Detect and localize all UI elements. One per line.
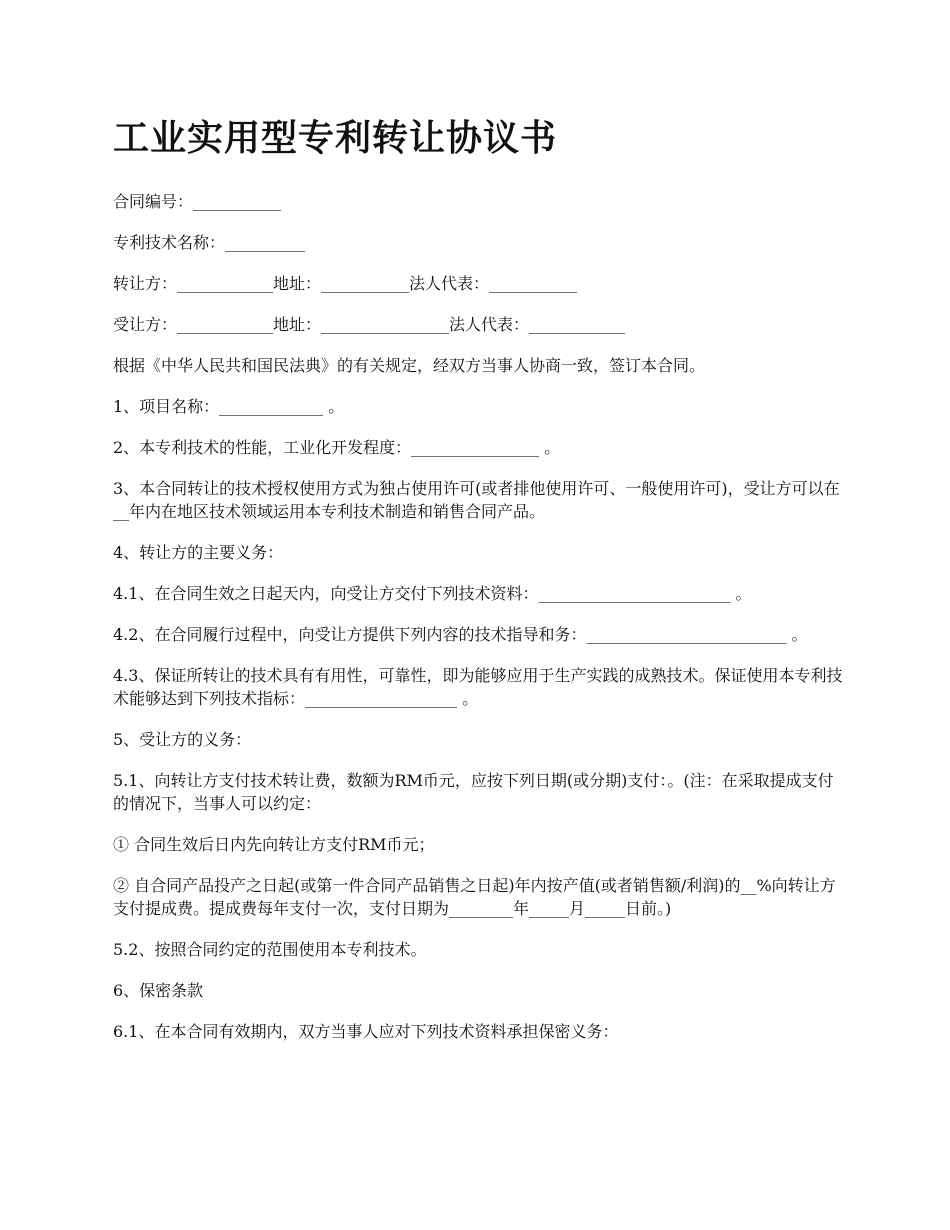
clause-4-3: 4.3、保证所转让的技术具有有用性，可靠性，即为能够应用于生产实践的成熟技术。保证使用本专利技术能够达到下列技术指标：___________________ 。: [113, 666, 843, 708]
clause-4-1: 4.1、在合同生效之日起天内，向受让方交付下列技术资料：________________________ 。: [113, 584, 752, 603]
clause-5-1-option-1: ① 合同生效后日内先向转让方支付RM币元；: [113, 835, 435, 854]
transferor-info: 转让方：____________地址：___________法人代表：___________: [113, 274, 578, 293]
clause-5-2: 5.2、按照合同约定的范围使用本专利技术。: [113, 940, 427, 959]
document-page: [113, 112, 843, 1061]
clause-1: 1、项目名称：_____________ 。: [113, 397, 345, 416]
clause-6: 6、保密条款: [113, 981, 204, 1000]
clause-5-1: 5.1、向转让方支付技术转让费，数额为RM币元，应按下列日期(或分期)支付：。(注：在采取提成支付的情况下，当事人可以约定：: [113, 771, 834, 813]
clause-4: 4、转让方的主要义务：: [113, 543, 284, 562]
document-body: [113, 190, 843, 1043]
clause-2: 2、本专利技术的性能，工业化开发程度：________________ 。: [113, 438, 561, 457]
transferee-info: 受让方：____________地址：________________法人代表：____________: [113, 315, 626, 334]
contract-number: 合同编号：___________: [113, 192, 282, 211]
clause-4-2: 4.2、在合同履行过程中，向受让方提供下列内容的技术指导和务：_________________________ 。: [113, 625, 808, 644]
clause-5-1-option-2: ② 自合同产品投产之日起(或第一件合同产品销售之日起)年内按产值(或者销售额/利润)的__%向转让方支付提成费。提成费每年支付一次，支付日期为________年_____月_____日前。): [113, 876, 836, 918]
document-title: 工业实用型专利转让协议书: [113, 117, 558, 159]
patent-name: 专利技术名称：__________: [113, 233, 306, 252]
clause-6-1: 6.1、在本合同有效期内，双方当事人应对下列技术资料承担保密义务：: [113, 1022, 619, 1041]
clause-5: 5、受让方的义务：: [113, 730, 252, 749]
clause-3: 3、本合同转让的技术授权使用方式为独占使用许可(或者排他使用许可、一般使用许可)，受让方可以在__年内在地区技术领域运用本专利技术制造和销售合同产品。: [113, 479, 840, 521]
preamble: 根据《中华人民共和国民法典》的有关规定，经双方当事人协商一致，签订本合同。: [113, 356, 706, 375]
